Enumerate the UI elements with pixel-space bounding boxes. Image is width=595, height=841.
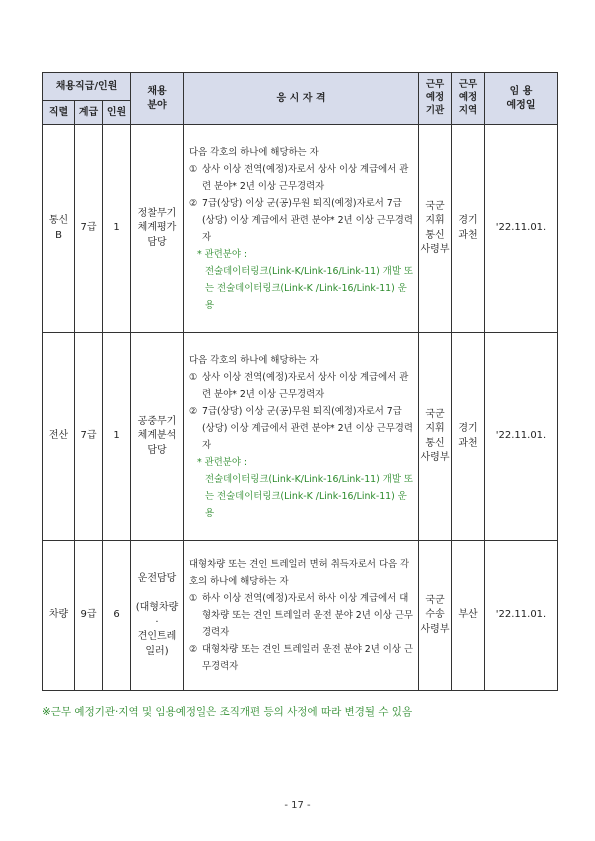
cell-rank: 통신 B [43, 125, 75, 333]
cell-appointment-date: '22.11.01. [485, 541, 558, 691]
cell-rank: 전산 [43, 333, 75, 541]
cell-count: 1 [103, 125, 131, 333]
qualification-item: ② 7급(상당) 이상 군(공)무원 퇴직(예정)자로서 7급(상당) 이상 계급에서 관련 분야* 2년 이상 근무경력자 [189, 405, 413, 451]
cell-work-org: 국군 지휘 통신 사령부 [419, 333, 452, 541]
cell-grade: 9급 [75, 541, 103, 691]
qualification-intro: 다음 각호의 하나에 해당하는 자 [189, 354, 319, 366]
cell-field: 정찰무기 체계평가 담당 [131, 125, 184, 333]
cell-count: 6 [103, 541, 131, 691]
cell-grade: 7급 [75, 125, 103, 333]
cell-work-region: 부산 [452, 541, 485, 691]
footnote: ※근무 예정기관·지역 및 임용예정일은 조직개편 등의 사정에 따라 변경될 수 있음 [42, 706, 413, 718]
header-work-region: 근무 예정 지역 [452, 73, 485, 125]
table-row [43, 333, 558, 541]
cell-appointment-date: '22.11.01. [485, 125, 558, 333]
cell-qualification [184, 541, 419, 691]
cell-work-org: 국군 수송 사령부 [419, 541, 452, 691]
qualification-intro: 대형차량 또는 견인 트레일러 면허 취득자로서 다음 각호의 하나에 해당하는 자 [189, 559, 410, 587]
qualification-intro: 다음 각호의 하나에 해당하는 자 [189, 146, 319, 158]
header-recruit-group: 채용직급/인원 [43, 73, 131, 101]
qualification-item: ① 하사 이상 전역(예정)자로서 하사 이상 계급에서 대형차량 또는 견인 트레일러 운전 분야 2년 이상 근무경력자 [189, 593, 413, 638]
table-row [43, 541, 558, 691]
cell-qualification [184, 125, 419, 333]
recruitment-table [42, 72, 558, 691]
cell-qualification [184, 333, 419, 541]
qualification-item: ② 7급(상당) 이상 군(공)무원 퇴직(예정)자로서 7급(상당) 이상 계급에서 관련 분야* 2년 이상 근무경력자 [189, 197, 413, 243]
header-work-org: 근무 예정 기관 [419, 73, 452, 125]
header-appointment-date: 임 용 예정일 [485, 73, 558, 125]
cell-appointment-date: '22.11.01. [485, 333, 558, 541]
header-grade: 계급 [75, 101, 103, 125]
page-number: - 17 - [284, 800, 311, 811]
cell-work-region: 경기 과천 [452, 125, 485, 333]
header-qualification: 응 시 자 격 [184, 73, 419, 125]
table-row [43, 125, 558, 333]
cell-count: 1 [103, 333, 131, 541]
cell-grade: 7급 [75, 333, 103, 541]
related-field-note: * 관련분야 : 전술데이터링크(Link-K/Link-16/Link-11) 개발 또는 전술데이터링크(Link-K /Link-16/Link-11) 운용 [197, 456, 413, 519]
header-field: 채용 분야 [131, 73, 184, 125]
qualification-item: ① 상사 이상 전역(예정)자로서 상사 이상 계급에서 관련 분야* 2년 이상 근무경력자 [189, 371, 409, 400]
header-rank: 직렬 [43, 101, 75, 125]
related-field-note: * 관련분야 : 전술데이터링크(Link-K/Link-16/Link-11) 개발 또는 전술데이터링크(Link-K /Link-16/Link-11) 운용 [197, 248, 413, 311]
qualification-item: ② 대형차량 또는 견인 트레일러 운전 분야 2년 이상 근무경력자 [189, 644, 413, 672]
cell-field: 운전담당 (대형차량 · 견인트레 일러) [131, 541, 184, 691]
cell-work-region: 경기 과천 [452, 333, 485, 541]
cell-rank: 차량 [43, 541, 75, 691]
cell-work-org: 국군 지휘 통신 사령부 [419, 125, 452, 333]
header-count: 인원 [103, 101, 131, 125]
cell-field: 공중무기 체계분석 담당 [131, 333, 184, 541]
qualification-item: ① 상사 이상 전역(예정)자로서 상사 이상 계급에서 관련 분야* 2년 이상 근무경력자 [189, 163, 409, 192]
